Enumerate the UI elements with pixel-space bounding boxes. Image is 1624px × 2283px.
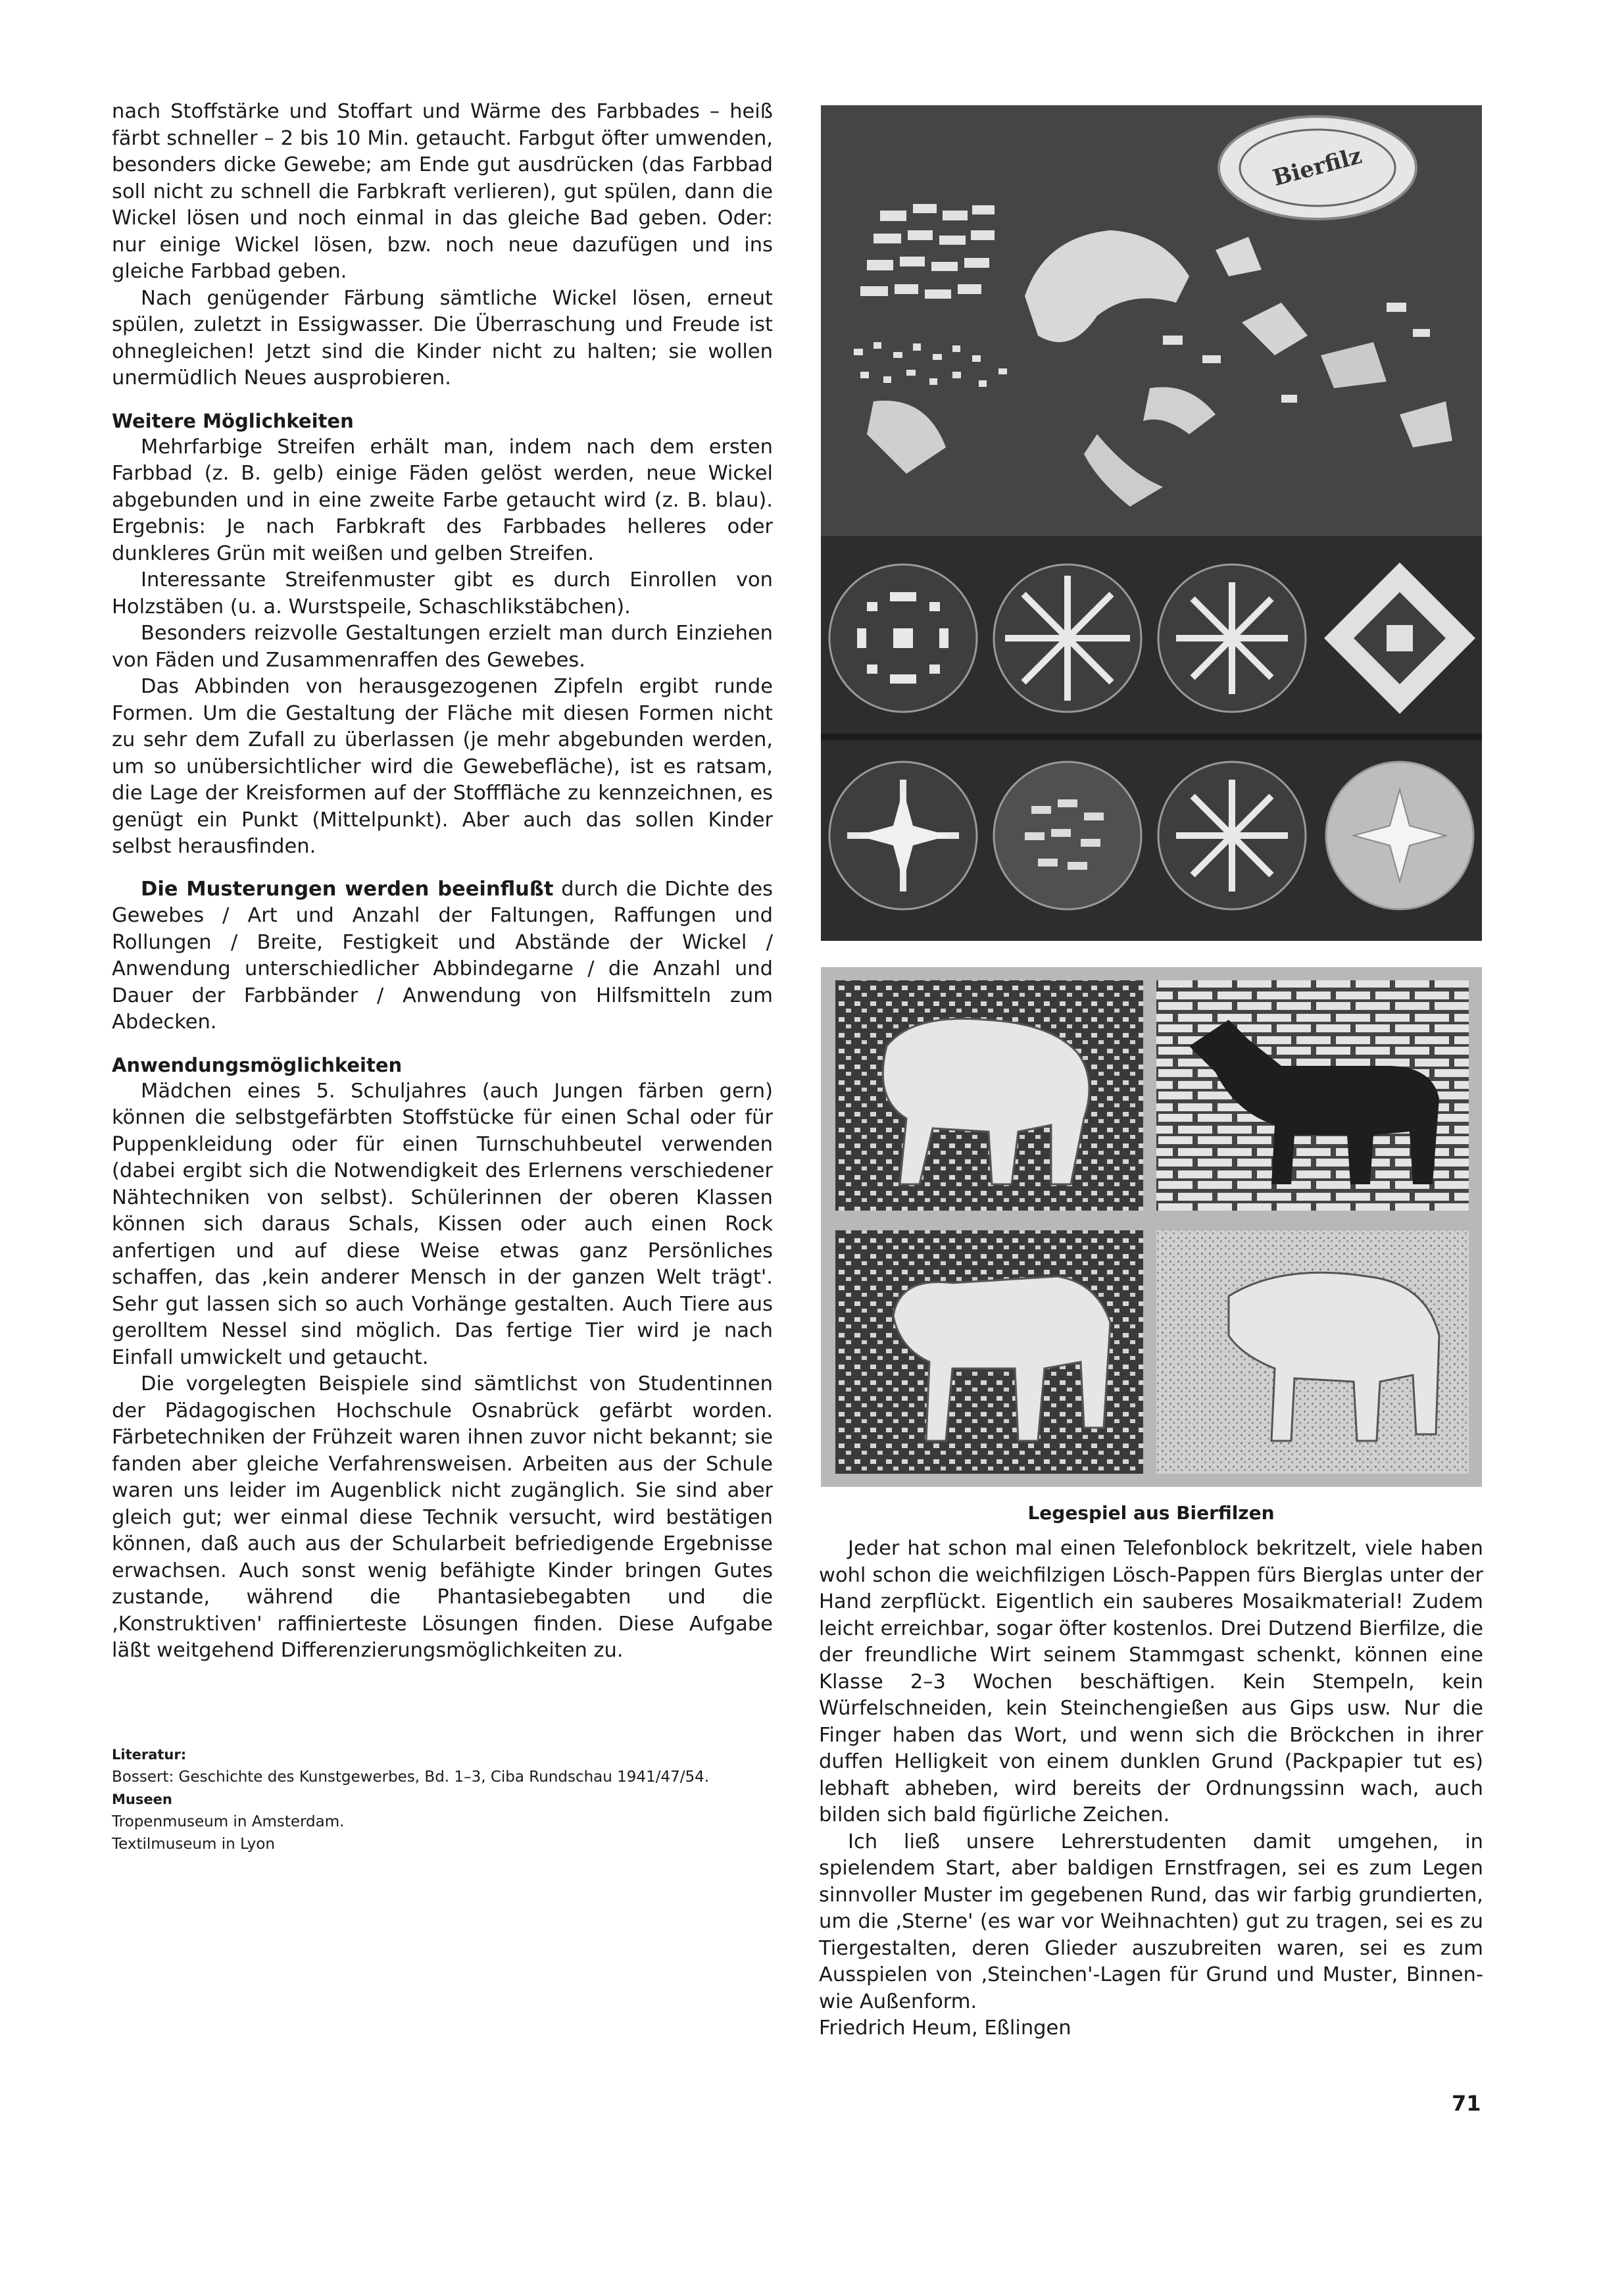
paragraph: Besonders reizvolle Gestaltungen erzielt man durch Einziehen von Fäden und Zusammenraffen des Gewebes.	[112, 622, 773, 672]
animal-mosaics-image	[821, 967, 1482, 1487]
page-number: 71	[1452, 2091, 1481, 2116]
photo-coaster-pieces	[821, 105, 1482, 536]
paragraph: Nach genügender Färbung sämtliche Wickel lösen, erneut spülen, zuletzt in Essigwasser. Die Überraschung und Freude ist ohnegleichen! Jetzt sind die Kinder nicht zu halten; sie wollen unermüdlich Neues ausprobieren.	[112, 286, 773, 389]
section-heading-anwendung: Anwendungsmöglichkeiten	[112, 1053, 403, 1076]
paragraph: Ich ließ unsere Lehrerstudenten damit umgehen, in spielendem Start, aber baldigen Ernstfragen, sei es zum Legen sinnvoller Muster im gegebenen Rund, das wir farbig grundierten, um die ‚Sterne' (es war vor Weihnachten) gut zu tragen, sei es zu Tiergestalten, deren Glieder auszubreiten waren, sei es zum Ausspielen von ‚Steinchen'-Lagen für Grund und Muster, Binnen- wie Außenform.	[819, 1830, 1483, 2013]
paragraph-rest: durch die Dichte des Gewebes / Art und Anzahl der Faltungen, Raffungen und Rollungen / Breite, Festigkeit und Abstände der Wickel / Anwendung unterschiedlicher Abbindegarne / die Anzahl und Dauer der Farbbänder / Anwendung von Hilfsmitteln zum Abdecken.	[112, 877, 773, 1034]
coaster-pieces-image	[821, 105, 1482, 536]
literature-label: Literatur:	[112, 1746, 187, 1763]
coaster-label: Bierfilz	[1269, 142, 1365, 192]
paragraph: Jeder hat schon mal einen Telefonblock bekritzelt, viele haben wohl schon die weichfilzigen Lösch-Pappen fürs Bierglas unter der Hand zerpflückt. Eigentlich ein sauberes Mosaikmaterial! Zudem leicht erreichbar, sogar öfter kostenlos. Drei Dutzend Bierfilze, die der freundliche Wirt seinem Stammgast schenkt, können eine Klasse 2–3 Wochen beschäftigen. Kein Stempeln, kein Würfelschneiden, kein Steinchengießen aus Gips usw. Nur die Finger haben das Wort, und wenn sich die Bröckchen in ihrer duffen Helligkeit von einem dunklen Grund (Packpapier tut es) lebhaft abheben, wird bereits der Ordnungssinn wach, auch bilden sich bald figürliche Zeichen.	[819, 1537, 1483, 1826]
museum-item: Textilmuseum in Lyon	[112, 1835, 275, 1853]
left-column	[112, 99, 773, 1855]
photo-coaster-mosaics	[821, 536, 1482, 941]
bold-lead: Die Musterungen werden beeinflußt	[141, 877, 554, 901]
paragraph: nach Stoffstärke und Stoffart und Wärme des Farbbades – heiß färbt schneller – 2 bis 10 Min. getaucht. Farbgut öfter umwenden, besonders dicke Gewebe; am Ende gut ausdrücken (das Farbbad soll nicht zu schnell die Farbkraft verlieren), gut spülen, dann die Wickel lösen und noch einmal in das gleiche Bad geben. Oder: nur einige Wickel lösen, bzw. noch neue dazufügen und ins gleiche Farbbad geben.	[112, 100, 773, 283]
photo-caption: Legespiel aus Bierfilzen	[1027, 1502, 1275, 1524]
paragraph: Mädchen eines 5. Schuljahres (auch Jungen färben gern) können die selbstgefärbten Stoffstücke für einen Schal oder für Puppenkleidung oder für einen Turnschuhbeutel verwenden (dabei ergibt sich die Notwendigkeit des Erlernens verschiedener Nähtechniken von selbst). Schülerinnen der oberen Klassen können sich daraus Schals, Kissen oder auch einen Rock anfertigen und auf diese Weise etwas ganz Persönliches schaffen, das ‚kein anderer Mensch in der ganzen Welt trägt'. Sehr gut lassen sich so auch Vorhänge gestalten. Auch Tiere aus gerolltem Nessel sind möglich. Das fertige Tier wird je nach Einfall umwickelt und getaucht.	[112, 1079, 773, 1369]
literature-block	[112, 1744, 773, 1855]
paragraph: Das Abbinden von herausgezogenen Zipfeln ergibt runde Formen. Um die Gestaltung der Fläche mit diesen Formen nicht zu sehr dem Zufall zu überlassen (je mehr abgebunden werden, um so unübersichtlicher wird die Gewebefläche), ist es ratsam, die Lage der Kreisformen auf der Stofffläche zu kennzeichnen, es genügt ein Punkt (Mittelpunkt). Aber auch das sollen Kinder selbst herausfinden.	[112, 675, 773, 858]
literature-entry: Bossert: Geschichte des Kunstgewerbes, Bd. 1–3, Ciba Rundschau 1941/47/54.	[112, 1768, 710, 1786]
paragraph: Interessante Streifenmuster gibt es durch Einrollen von Holzstäben (u. a. Wurstspeile, Schaschlikstäbchen).	[112, 568, 773, 618]
section-heading-weitere: Weitere Möglichkeiten	[112, 409, 354, 432]
paragraph: Die vorgelegten Beispiele sind sämtlichst von Studentinnen der Pädagogischen Hochschule Osnabrück gefärbt worden. Färbetechniken der Frühzeit waren ihnen zuvor nicht bekannt; sie fanden aber gleiche Verfahrensweisen. Arbeiten aus der Schule waren uns leider im Augenblick nicht zugänglich. Sie sind aber gleich gut; wer einmal diese Technik versucht, wird bestätigen können, daß auch aus der Schularbeit befriedigende Ergebnisse erwachsen. Auch sonst wenig befähigte Kinder bringen Gutes zustande, während die Phantasiebegabten und die ‚Konstruktiven' raffinierteste Lösungen finden. Diese Aufgabe läßt weitgehend Differenzierungsmöglichkeiten zu.	[112, 1372, 773, 1662]
paragraph-musterungen	[112, 876, 773, 1036]
museum-item: Tropenmuseum in Amsterdam.	[112, 1813, 345, 1830]
museums-label: Museen	[112, 1791, 172, 1807]
coaster-mosaics-image	[821, 536, 1482, 941]
right-column	[819, 1500, 1483, 2042]
photo-animal-mosaics	[821, 967, 1482, 1487]
author-signature: Friedrich Heum, Eßlingen	[819, 2017, 1071, 2040]
paragraph: Mehrfarbige Streifen erhält man, indem nach dem ersten Farbbad (z. B. gelb) einige Fäden gelöst werden, neue Wickel abgebunden und in eine zweite Farbe getaucht wird (z. B. blau). Ergebnis: Je nach Farbkraft des Farbbades helleres oder dunkleres Grün mit weißen und gelben Streifen.	[112, 435, 773, 565]
